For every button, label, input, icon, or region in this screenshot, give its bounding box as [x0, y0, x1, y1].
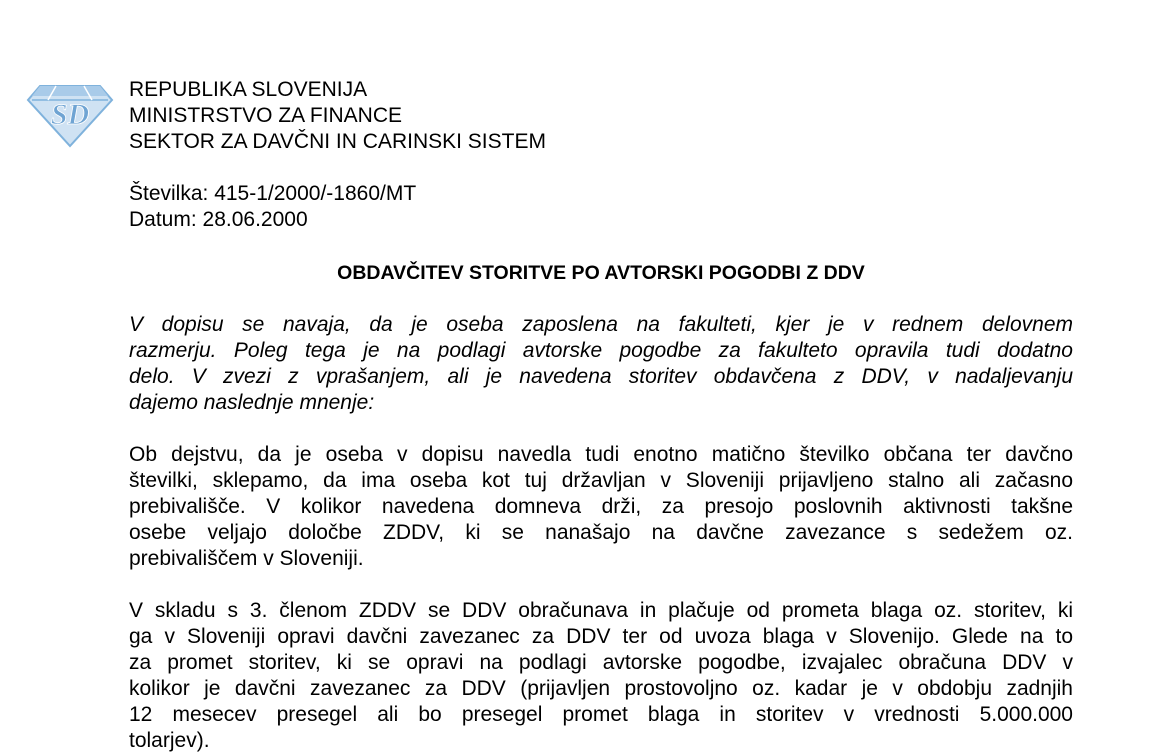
sd-diamond-logo-icon: [26, 78, 114, 150]
paragraph-line: ga v Sloveniji opravi davčni zavezanec za DDV ter od uvoza blaga v Slovenijo. Glede na to: [129, 625, 1073, 648]
paragraph-line: za promet storitev, ki se opravi na podlagi avtorske pogodbe, izvajalec obračuna DDV v: [129, 651, 1073, 674]
paragraph-line: dajemo naslednje mnenje:: [129, 391, 375, 414]
paragraph-line: tolarjev).: [129, 729, 210, 752]
paragraph-line: številki, sklepamo, da ima oseba kot tuj državljan v Sloveniji prijavljeno stalno ali začasno: [129, 469, 1073, 492]
paragraph-line: V dopisu se navaja, da je oseba zaposlena na fakulteti, kjer je v rednem delovnem: [129, 313, 1073, 336]
letterhead: [129, 77, 546, 155]
letterhead-ministry: MINISTRSTVO ZA FINANCE: [129, 104, 403, 127]
paragraph-line: 12 mesecev presegel ali bo presegel promet blaga in storitev v vrednosti 5.000.000: [129, 703, 1073, 726]
letterhead-country: REPUBLIKA SLOVENIJA: [129, 78, 368, 101]
paragraph-intro: [129, 312, 1073, 416]
document-title: OBDAVČITEV STORITVE PO AVTORSKI POGODBI Z DDV: [337, 262, 865, 284]
document-number: Številka: 415-1/2000/-1860/MT: [129, 182, 417, 205]
document-meta: [129, 181, 416, 233]
logo-text: SD: [50, 98, 90, 131]
paragraph-line: prebivališčem v Sloveniji.: [129, 547, 364, 570]
paragraph-line: delo. V zvezi z vprašanjem, ali je navedena storitev obdavčena z DDV, v nadaljevanju: [129, 365, 1073, 388]
document-date: Datum: 28.06.2000: [129, 208, 308, 231]
paragraph-vat-rules: [129, 598, 1073, 754]
paragraph-line: prebivališče. V kolikor navedena domneva drži, za presojo poslovnih aktivnosti takšne: [129, 495, 1073, 518]
paragraph-residence: [129, 442, 1073, 572]
paragraph-line: V skladu s 3. členom ZDDV se DDV obračunava in plačuje od prometa blaga oz. storitev, ki: [129, 599, 1073, 622]
paragraph-line: Ob dejstvu, da je oseba v dopisu navedla tudi enotno matično številko občana ter davčno: [129, 443, 1073, 466]
paragraph-line: razmerju. Poleg tega je na podlagi avtorske pogodbe za fakulteto opravila tudi dodatno: [129, 339, 1073, 362]
paragraph-line: osebe veljajo določbe ZDDV, ki se nanašajo na davčne zavezance s sedežem oz.: [129, 521, 1073, 544]
paragraph-line: kolikor je davčni zavezanec za DDV (prijavljen prostovoljno oz. kadar je v obdobju zadnjih: [129, 677, 1073, 700]
letterhead-sector: SEKTOR ZA DAVČNI IN CARINSKI SISTEM: [129, 130, 546, 153]
